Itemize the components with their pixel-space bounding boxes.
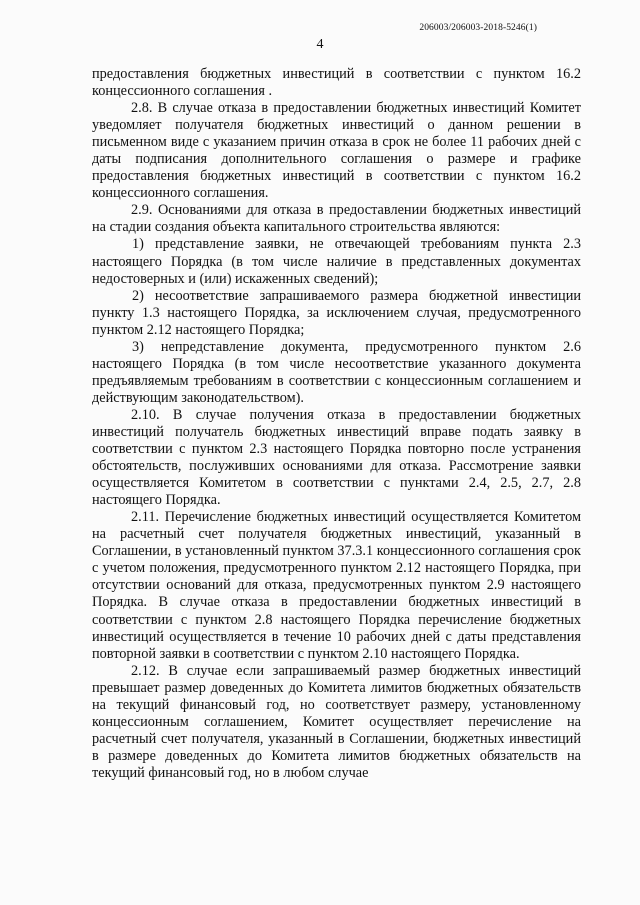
paragraph-2-9: 2.9. Основаниями для отказа в предоставлении бюджетных инвестиций на стадии создания объекта капитального строительства являются: (92, 202, 581, 236)
list-item-2: 2) несоответствие запрашиваемого размера бюджетной инвестиции пункту 1.3 настоящего Порядка, за исключением случая, предусмотренного пунктом 2.12 настоящего Порядка; (92, 287, 581, 338)
paragraph-2-11: 2.11. Перечисление бюджетных инвестиций осуществляется Комитетом на расчетный счет получателя бюджетных инвестиций, указанный в Соглашении, в установленный пунктом 37.3.1 концессионного соглашения срок с учетом положения, предусмотренного пунктом 2.12 настоящего Порядка, при отсутствии оснований для отказа, предусмотренных пунктом 2.9 настоящего Порядка. В случае отказа в предоставлении бюджетных инвестиций в соответствии с пунктом 2.8 настоящего Порядка перечисление бюджетных инвестиций осуществляется в течение 10 рабочих дней с даты представления повторной заявки в соответствии с пунктом 2.10 настоящего Порядка. (92, 509, 581, 662)
list-item-1: 1) представление заявки, не отвечающей требованиям пункта 2.3 настоящего Порядка (в том числе наличие в представленных документах недостоверных и (или) искаженных сведений); (92, 236, 581, 287)
list-item-3: 3) непредставление документа, предусмотренного пунктом 2.6 настоящего Порядка (в том числе несоответствие указанного документа предъявляемым требованиям в соответствии с концессионным соглашением и действующим законодательством). (92, 338, 581, 406)
paragraph-2-10: 2.10. В случае получения отказа в предоставлении бюджетных инвестиций получатель бюджетных инвестиций вправе подать заявку в соответствии с пунктом 2.3 настоящего Порядка повторно после устранения обстоятельств, послуживших основаниями для отказа. Рассмотрение заявки осуществляется Комитетом в соответствии с пунктами 2.4, 2.5, 2.7, 2.8 настоящего Порядка. (92, 406, 581, 509)
paragraph-2-8: 2.8. В случае отказа в предоставлении бюджетных инвестиций Комитет уведомляет получателя бюджетных инвестиций о данном решении в письменном виде с указанием причин отказа в срок не более 11 рабочих дней с даты подписания дополнительного соглашения о размере и графике предоставления бюджетных инвестиций в соответствии с пунктом 16.2 концессионного соглашения. (92, 100, 581, 202)
document-body (92, 66, 581, 782)
document-id: 206003/206003-2018-5246(1) (419, 23, 537, 33)
paragraph-continuation: предоставления бюджетных инвестиций в соответствии с пунктом 16.2 концессионного соглашения . (92, 66, 581, 100)
paragraph-2-12: 2.12. В случае если запрашиваемый размер бюджетных инвестиций превышает размер доведенных до Комитета лимитов бюджетных обязательств на текущий финансовый год, но соответствует размеру, установленному концессионным соглашением, Комитет осуществляет перечисление на расчетный счет получателя, указанный в Соглашении, бюджетных инвестиций в размере доведенных до Комитета лимитов бюджетных обязательств на текущий финансовый год, но в любом случае (92, 662, 581, 781)
page-number: 4 (316, 37, 324, 52)
